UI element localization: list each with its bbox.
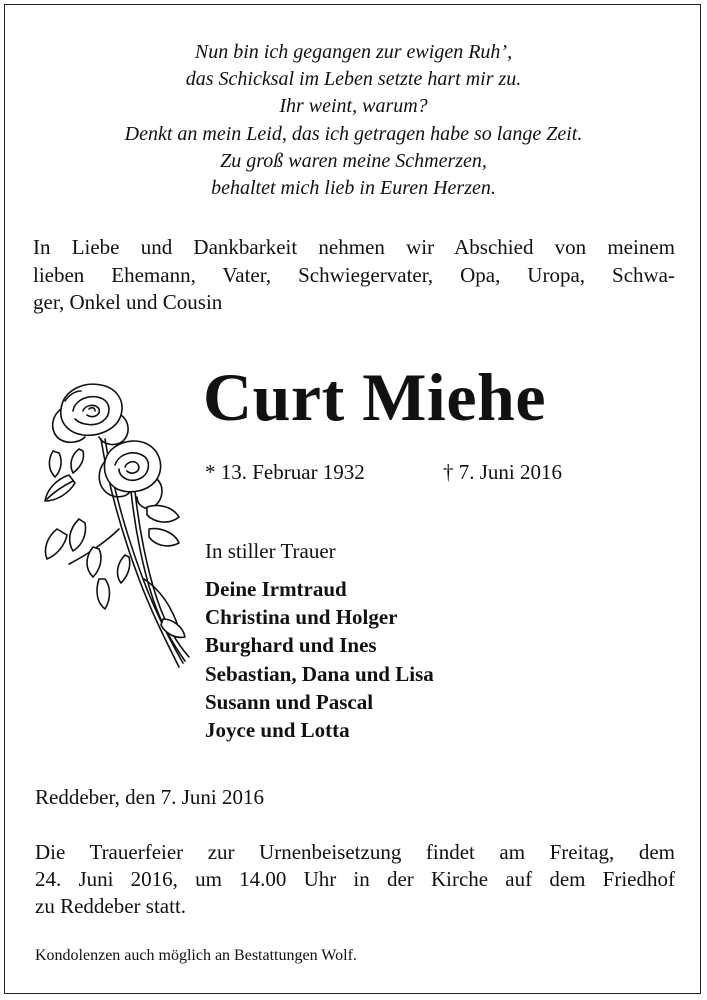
birth-date: * 13. Februar 1932 — [205, 460, 365, 484]
obituary-notice — [4, 4, 701, 994]
place-and-date: Reddeber, den 7. Juni 2016 — [35, 785, 264, 809]
intro-line: In Liebe und Dankbarkeit nehmen wir Abschied von meinem — [33, 235, 675, 259]
ceremony-line: 24. Juni 2016, um 14.00 Uhr in der Kirche auf dem Friedhof — [35, 867, 675, 891]
intro-line: lieben Ehemann, Vater, Schwiegervater, Opa, Uropa, Schwa- — [33, 262, 675, 287]
intro-line: ger, Onkel und Cousin — [33, 290, 223, 314]
deceased-name: Curt Miehe — [203, 359, 547, 435]
mourners-list — [205, 575, 434, 744]
poem-line: Nun bin ich gegangen zur ewigen Ruh’, — [194, 41, 513, 63]
ceremony-line: zu Reddeber statt. — [35, 894, 187, 918]
poem-line: Denkt an mein Leid, das ich getragen habe so lange Zeit. — [124, 122, 583, 145]
intro-text — [33, 234, 675, 317]
roses-illustration-icon — [39, 379, 199, 679]
poem-line: das Schicksal im Leben setzte hart mir zu. — [185, 68, 522, 91]
memorial-poem — [5, 39, 702, 202]
poem-line: Ihr weint, warum? — [279, 95, 428, 118]
poem-line: behaltet mich lieb in Euren Herzen. — [211, 177, 496, 200]
mourner-name: Burghard und Ines — [205, 633, 377, 658]
condolence-note: Kondolenzen auch möglich an Bestattungen Wolf. — [35, 947, 357, 964]
poem-line: Zu groß waren meine Schmerzen, — [220, 149, 487, 172]
death-date: † 7. Juni 2016 — [443, 460, 563, 484]
mourner-name: Christina und Holger — [205, 605, 398, 630]
mourner-name: Deine Irmtraud — [205, 577, 347, 601]
ceremony-info — [35, 839, 675, 920]
mourner-name: Susann und Pascal — [205, 689, 374, 714]
mourner-name: Joyce und Lotta — [205, 718, 350, 743]
mourning-label: In stiller Trauer — [205, 539, 336, 563]
mourner-name: Sebastian, Dana und Lisa — [205, 661, 434, 686]
ceremony-line: Die Trauerfeier zur Urnenbeisetzung findet am Freitag, dem — [35, 840, 675, 864]
